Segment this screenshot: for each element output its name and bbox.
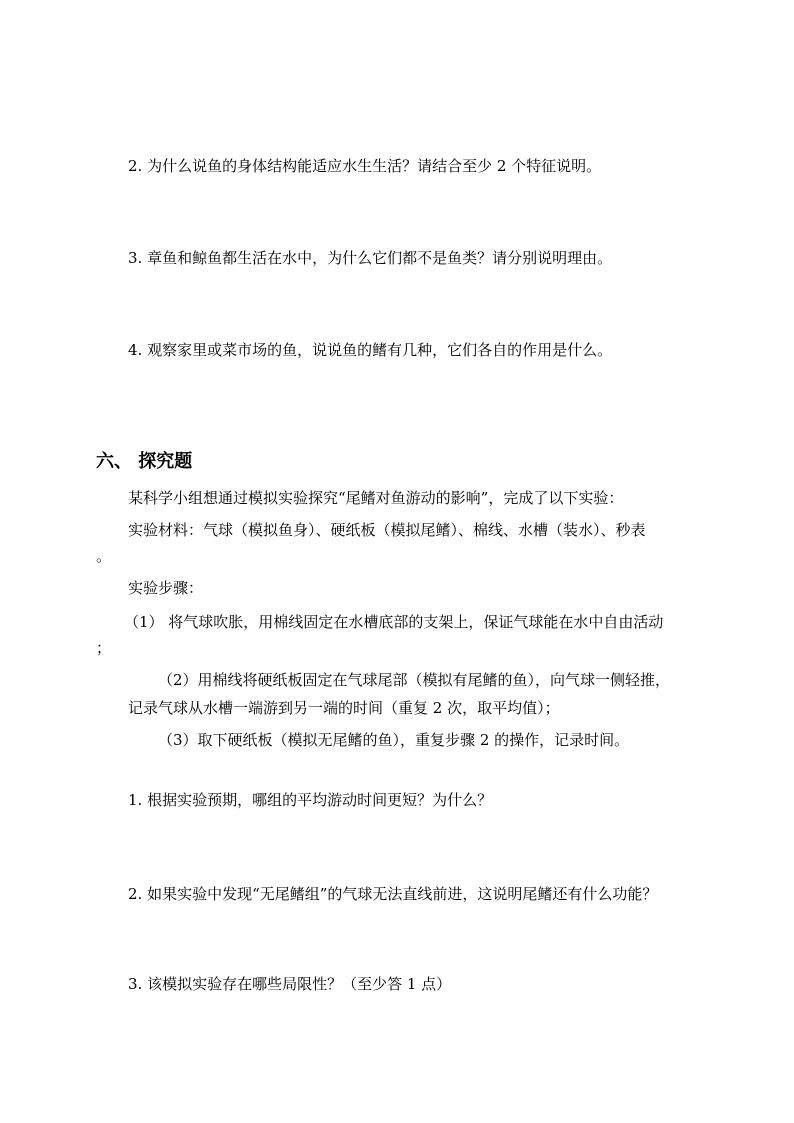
- question-5-3: 3. 章鱼和鲸鱼都生活在水中，为什么它们都不是鱼类？请分别说明理由。: [128, 249, 613, 267]
- step-1-line-1: （1） 将气球吹胀，用棉线固定在水槽底部的支架上，保证气球能在水中自由活动: [124, 613, 664, 631]
- section-6-heading: 六、 探究题: [96, 451, 193, 472]
- question-6-3: 3. 该模拟实验存在哪些局限性？（至少答 1 点）: [128, 975, 452, 993]
- step-1-line-2: ；: [96, 639, 112, 657]
- question-5-2: 2. 为什么说鱼的身体结构能适应水生生活？请结合至少 2 个特征说明。: [128, 157, 602, 175]
- step-2-line-1: （2）用棉线将硬纸板固定在气球尾部（模拟有尾鳍的鱼），向气球一侧轻推，: [158, 671, 671, 689]
- materials-line-1: 实验材料：气球（模拟鱼身）、硬纸板（模拟尾鳍）、棉线、水槽（装水）、秒表: [128, 521, 646, 539]
- question-5-4: 4. 观察家里或菜市场的鱼，说说鱼的鳍有几种，它们各自的作用是什么。: [128, 341, 613, 359]
- step-3: （3）取下硬纸板（模拟无尾鳍的鱼），重复步骤 2 的操作，记录时间。: [158, 731, 630, 749]
- section-6-intro: 某科学小组想通过模拟实验探究“尾鳍对鱼游动的影响”，完成了以下实验：: [128, 489, 624, 507]
- step-2-line-2: 记录气球从水槽一端游到另一端的时间（重复 2 次，取平均值）；: [128, 699, 560, 717]
- steps-label: 实验步骤：: [128, 579, 204, 597]
- question-6-1: 1. 根据实验预期，哪组的平均游动时间更短？为什么？: [128, 791, 493, 809]
- materials-line-2: 。: [96, 547, 112, 565]
- question-6-2: 2. 如果实验中发现“无尾鳍组”的气球无法直线前进，这说明尾鳍还有什么功能？: [128, 885, 658, 903]
